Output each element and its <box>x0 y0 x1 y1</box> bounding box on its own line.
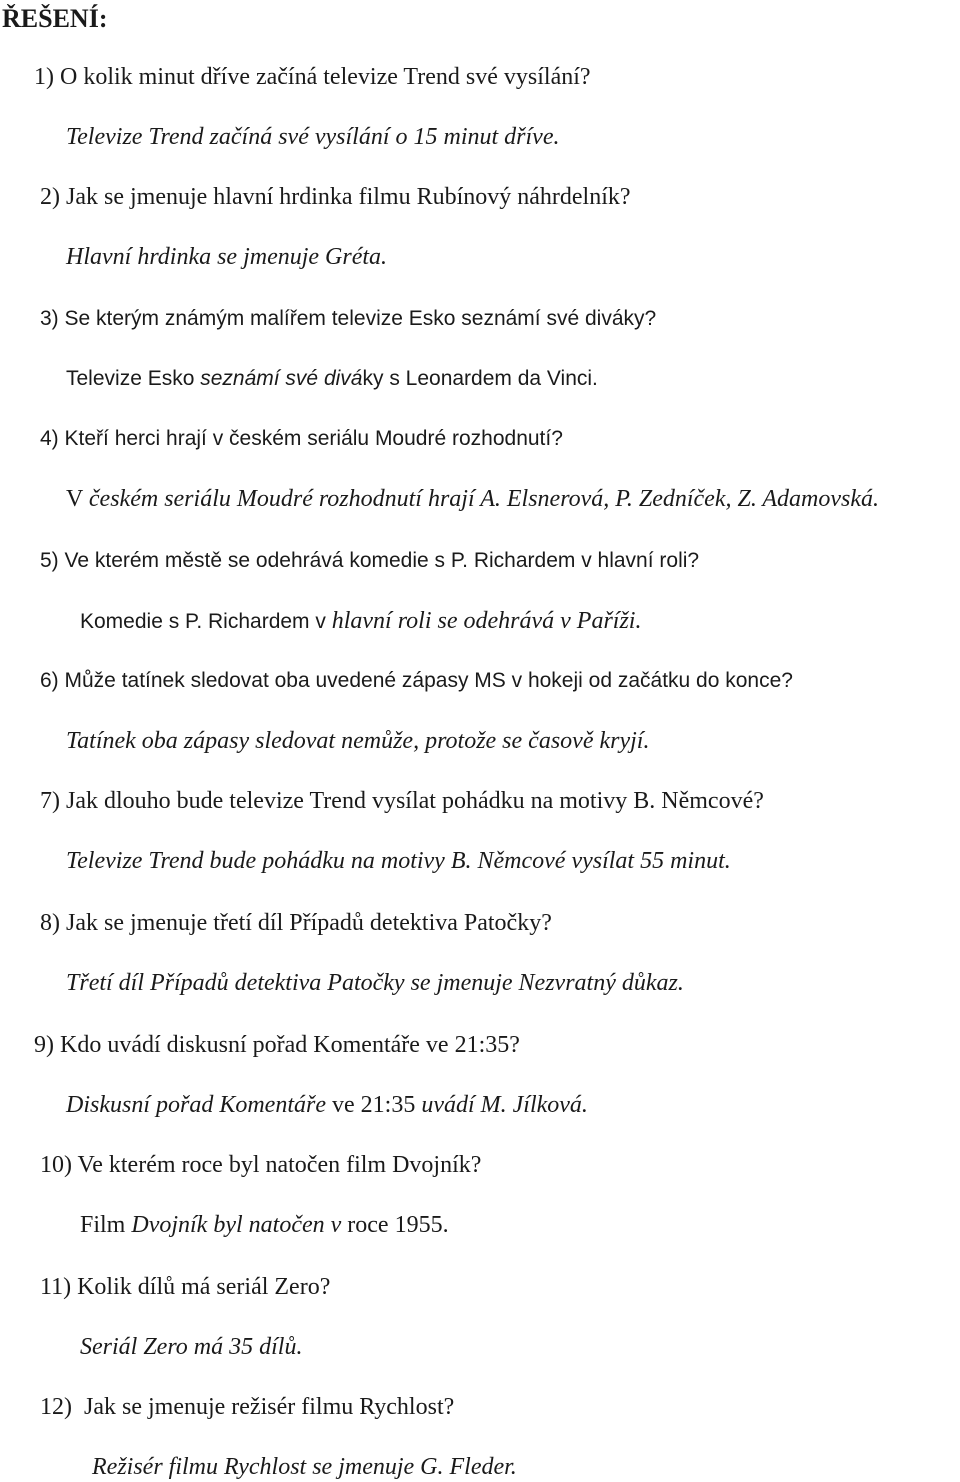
question-5-text: 5) Ve kterém městě se odehrává komedie s P. Richardem v hlavní roli? <box>40 549 700 572</box>
answer-2-text: Hlavní hrdinka se jmenuje Gréta. <box>66 244 388 270</box>
question-12-text: 12) Jak se jmenuje režisér filmu Rychlost? <box>40 1394 455 1420</box>
answer-10 <box>80 1210 449 1240</box>
question-9 <box>34 1030 520 1060</box>
question-11-text: 11) Kolik dílů má seriál Zero? <box>40 1274 331 1300</box>
question-10 <box>40 1150 481 1180</box>
question-7-text: 7) Jak dlouho bude televize Trend vysílat pohádku na motivy B. Němcové? <box>40 788 764 814</box>
question-1-text: 1) O kolik minut dříve začíná televize Trend své vysílání? <box>34 64 591 90</box>
answer-9-part-1: Diskusní pořad Komentáře <box>66 1092 326 1118</box>
question-3 <box>40 304 656 334</box>
question-2-text: 2) Jak se jmenuje hlavní hrdinka filmu Rubínový náhrdelník? <box>40 184 631 210</box>
answer-10-part-2: Dvojník byl natočen v <box>131 1212 342 1238</box>
answer-4-part-2: českém seriálu Moudré rozhodnutí hrají A. Elsnerová, P. Zedníček, Z. Adamovská. <box>88 486 880 512</box>
answer-3 <box>66 364 598 394</box>
answer-3-part-2: seznámí své divá <box>200 367 363 390</box>
answer-3-part-1: Televize Esko <box>66 367 201 390</box>
answer-8 <box>66 968 684 998</box>
answer-2 <box>66 242 387 272</box>
answer-11-text: Seriál Zero má 35 dílů. <box>80 1334 303 1360</box>
answer-5 <box>80 606 641 637</box>
question-2 <box>40 182 631 212</box>
answer-5-part-2: hlavní roli se odehrává v Paříži. <box>331 608 642 634</box>
question-12 <box>40 1392 454 1422</box>
question-6-text: 6) Může tatínek sledovat oba uvedené zápasy MS v hokeji od začátku do konce? <box>40 669 793 692</box>
question-8-text: 8) Jak se jmenuje třetí díl Případů detektiva Patočky? <box>40 910 552 936</box>
question-6 <box>40 666 793 696</box>
answer-11 <box>80 1332 302 1362</box>
page-title: ŘEŠENÍ: <box>2 4 108 33</box>
answer-1 <box>66 122 560 152</box>
answer-12 <box>92 1452 517 1482</box>
answer-5-part-1: Komedie s P. Richardem v <box>80 610 332 633</box>
answer-6 <box>66 726 649 756</box>
answer-3-part-3: ky s Leonardem da Vinci. <box>362 367 598 390</box>
answer-8-text: Třetí díl Případů detektiva Patočky se jmenuje Nezvratný důkaz. <box>66 970 684 996</box>
question-1 <box>34 62 591 92</box>
answer-9 <box>66 1090 588 1120</box>
question-3-text: 3) Se kterým známým malířem televize Esko seznámí své diváky? <box>40 307 657 330</box>
question-5 <box>40 546 699 576</box>
question-8 <box>40 908 552 938</box>
answer-7-text: Televize Trend bude pohádku na motivy B. Němcové vysílat 55 minut. <box>66 848 731 874</box>
answer-6-text: Tatínek oba zápasy sledovat nemůže, protože se časově kryjí. <box>66 728 650 754</box>
answer-10-part-3: roce 1955. <box>341 1212 449 1238</box>
answer-7 <box>66 846 731 876</box>
question-4-text: 4) Kteří herci hrají v českém seriálu Moudré rozhodnutí? <box>40 427 563 450</box>
answer-12-text: Režisér filmu Rychlost se jmenuje G. Fleder. <box>92 1454 517 1480</box>
answer-9-part-2: ve 21:35 <box>326 1092 422 1118</box>
answer-10-part-1: Film <box>80 1212 132 1238</box>
question-10-text: 10) Ve kterém roce byl natočen film Dvojník? <box>40 1152 482 1178</box>
question-9-text: 9) Kdo uvádí diskusní pořad Komentáře ve 21:35? <box>34 1032 520 1058</box>
question-11 <box>40 1272 330 1302</box>
answer-4-part-1: V <box>66 486 89 512</box>
question-7 <box>40 786 764 816</box>
answer-1-text: Televize Trend začíná své vysílání o 15 minut dříve. <box>66 124 560 150</box>
question-4 <box>40 424 563 454</box>
answer-4 <box>66 484 879 514</box>
answer-9-part-3: uvádí M. Jílková. <box>421 1092 588 1118</box>
